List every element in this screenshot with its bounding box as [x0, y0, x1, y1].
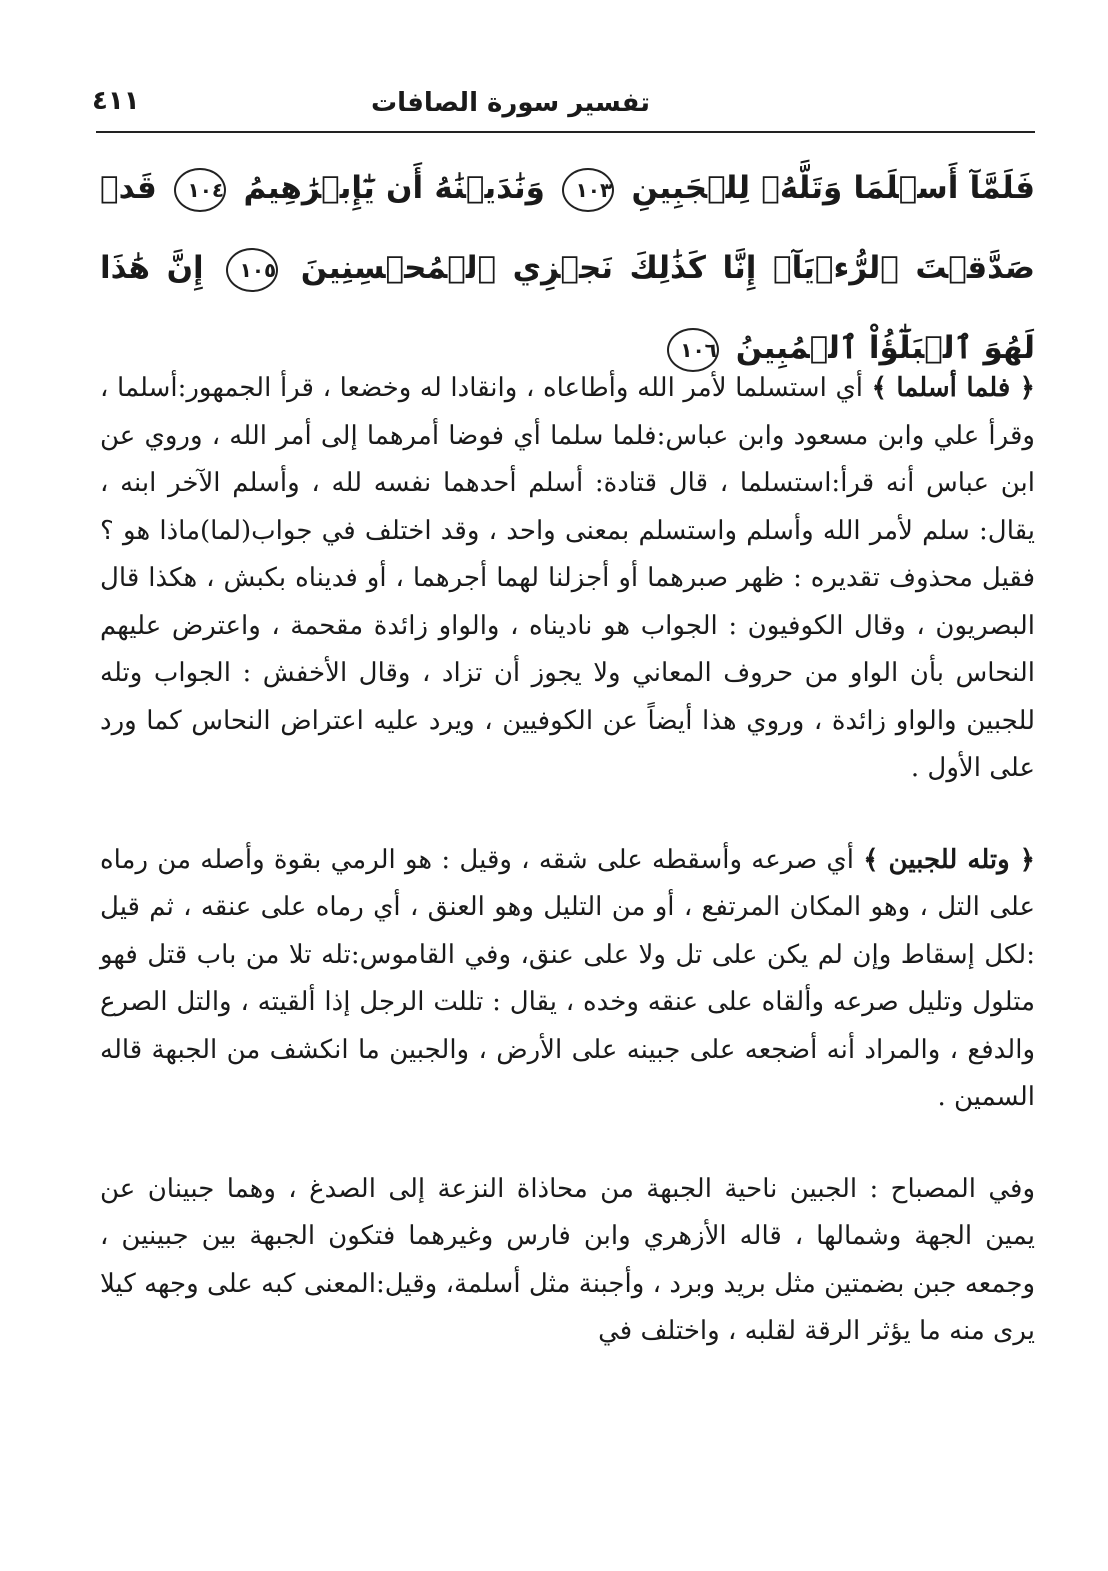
quoted-phrase: ﴿ وتله للجبين ﴾	[863, 844, 1035, 875]
verse-number-marker: ١٠٥	[226, 248, 278, 292]
page-header	[80, 82, 1030, 122]
paragraph-text: وفي المصباح : الجبين ناحية الجبهة من محاذاة النزعة إلى الصدغ ، وهما جبينان عن يمين الجهة وشمالها ، قاله الأزهري وابن فارس وغيرهما فتكون الجبهة بين جبينين ، وجمعه جبن بضمتين مثل بريد وبرد ، وأجبنة مثل أسلمة، وقيل:المعنى كبه على وجهه كيلا يرى منه ما يؤثر الرقة لقلبه ، واختلف في	[100, 1173, 1035, 1346]
header-rule	[96, 131, 1035, 133]
paragraph-text: أي صرعه وأسقطه على شقه ، وقيل : هو الرمي بقوة وأصله من رماه على التل ، وهو المكان المرتفع ، أو من التليل وهو العنق ، أي رماه على عنقه ، ثم قيل :لكل إسقاط وإن لم يكن على تل ولا على عنق، وفي القاموس:تله تلا من باب قتل فهو متلول وتليل صرعه وألقاه على عنقه وخده ، يقال : تللت الرجل إذا ألقيته ، والتل الصرع والدفع ، والمراد أنه أضجعه على جبينه على الأرض ، والجبين ما انكشف من الجبهة قاله السمين .	[100, 844, 1035, 1112]
verse-text: قَدۡ صَدَّقۡتَ ٱلرُّءۡيَآۚ إِنَّا كَذَٰلِكَ نَجۡزِي ٱلۡمُحۡسِنِينَ	[100, 170, 1035, 286]
verse-text: إِنَّ هَٰذَا لَهُوَ ٱلۡبَلَٰٓؤُاْ ٱلۡمُبِينُ	[100, 250, 1035, 366]
verse-number-marker: ١٠٣	[562, 168, 614, 212]
verse-text: وَنَٰدَيۡنَٰهُ أَن يَٰٓإِبۡرَٰهِيمُ	[243, 170, 545, 206]
paragraph-text: أي استسلما لأمر الله وأطاعاه ، وانقادا له وخضعا ، قرأ الجمهور:أسلما ، وقرأ علي وابن مسعود وابن عباس:فلما سلما أي فوضا أمرهما إلى أمر الله ، وروي عن ابن عباس أنه قرأ:استسلما ، قال قتادة: أسلم أحدهما نفسه لله ، وأسلم الآخر ابنه ، يقال: سلم لأمر الله وأسلم واستسلم بمعنى واحد ، وقد اختلف في جواب(لما)ماذا هو ؟ فقيل محذوف تقديره : ظهر صبرهما أو أجزلنا لهما أجرهما ، أو فديناه بكبش ، هكذا قال البصريون ، وقال الكوفيون : الجواب هو ناديناه ، والواو زائدة مقحمة ، واعترض عليهم النحاس بأن الواو من حروف المعاني ولا يجوز أن تزاد ، وقال الأخفش : الجواب وتله للجبين والواو زائدة ، وروي هذا أيضاً عن الكوفيين ، ويرد عليه اعتراض النحاس كما ورد على الأول .	[100, 373, 1035, 783]
verse-number-marker: ١٠٦	[667, 328, 719, 372]
commentary-paragraph	[100, 365, 1035, 793]
commentary-paragraph	[100, 837, 1035, 1122]
verse-number-marker: ١٠٤	[174, 168, 226, 212]
page-number: ٤١١	[92, 86, 140, 116]
commentary-paragraph	[100, 1166, 1035, 1356]
quoted-phrase: ﴿ فلما أسلما ﴾	[871, 373, 1035, 403]
commentary-body	[100, 365, 1035, 1400]
running-title: تفسير سورة الصافات	[371, 88, 650, 118]
verse-text: فَلَمَّآ أَسۡلَمَا وَتَلَّهُۥ لِلۡجَبِينِ	[631, 170, 1036, 206]
quran-verses	[100, 148, 1035, 388]
